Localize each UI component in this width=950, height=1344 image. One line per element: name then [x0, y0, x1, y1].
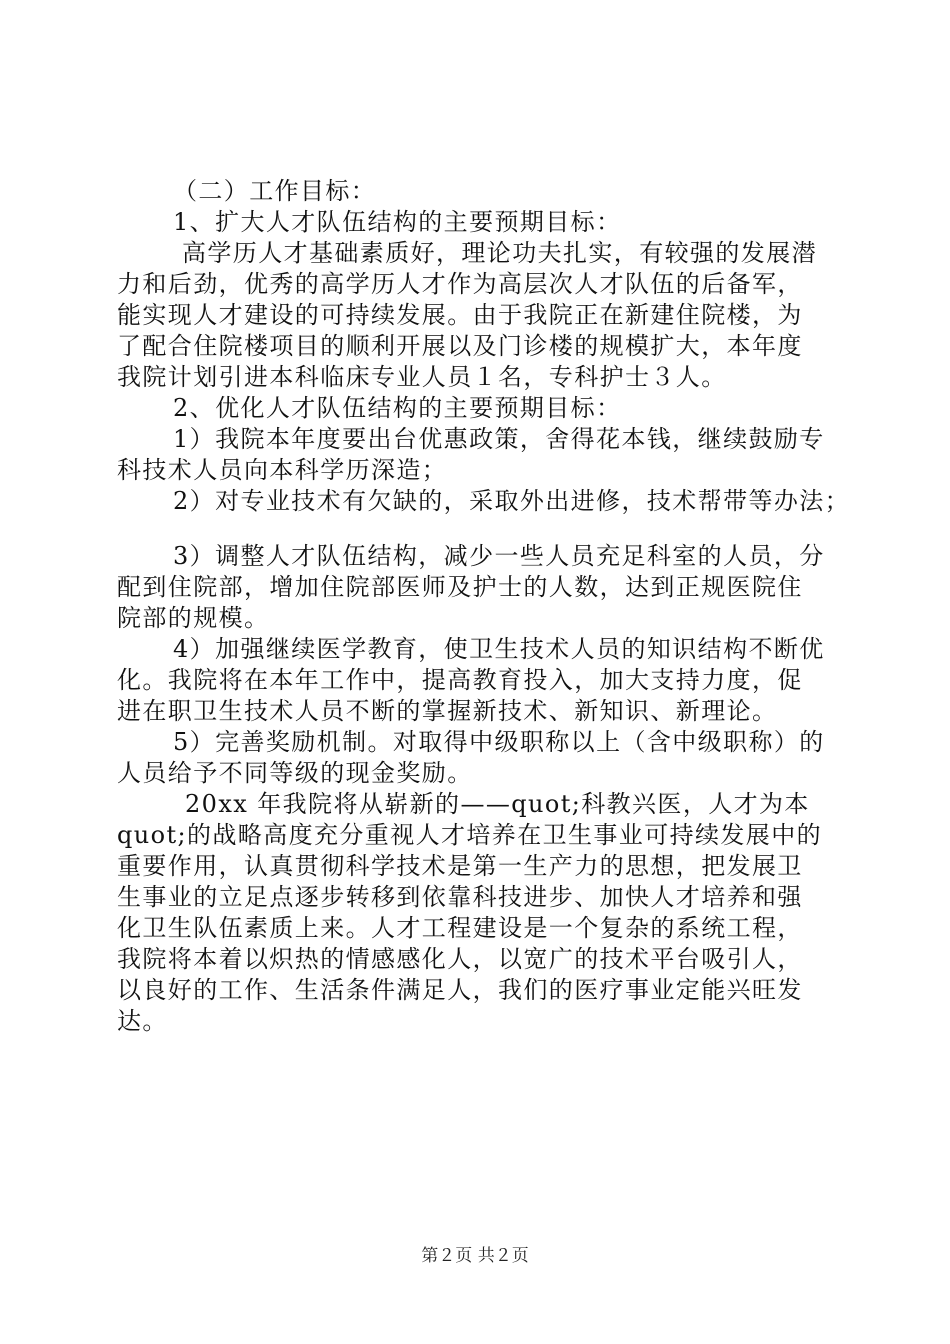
text-line: quot;的战略高度充分重视人才培养在卫生事业可持续发展中的 [117, 821, 822, 849]
text-line: 我院将本着以炽热的情感感化人，以宽广的技术平台吸引人， [117, 945, 803, 973]
text-line: 2）对专业技术有欠缺的，采取外出进修，技术帮带等办法； [173, 487, 851, 515]
text-line: 4）加强继续医学教育，使卫生技术人员的知识结构不断优 [173, 635, 825, 663]
text-line: 能实现人才建设的可持续发展。由于我院正在新建住院楼，为 [117, 301, 803, 329]
text-line: 生事业的立足点逐步转移到依靠科技进步、加快人才培养和强 [117, 883, 803, 911]
text-line: 重要作用，认真贯彻科学技术是第一生产力的思想，把发展卫 [117, 852, 803, 880]
page-number-footer: 第２页 共２页 [421, 1246, 529, 1266]
text-line: 进在职卫生技术人员不断的掌握新技术、新知识、新理论。 [117, 697, 778, 725]
text-line: 5）完善奖励机制。对取得中级职称以上（含中级职称）的 [173, 728, 825, 756]
text-line: 高学历人才基础素质好，理论功夫扎实，有较强的发展潜 [182, 239, 817, 267]
text-line: 配到住院部，增加住院部医师及护士的人数，达到正规医院住 [117, 573, 803, 601]
text-line: 化卫生队伍素质上来。人才工程建设是一个复杂的系统工程， [117, 914, 803, 942]
text-line: 了配合住院楼项目的顺利开展以及门诊楼的规模扩大，本年度 [117, 332, 803, 360]
text-line: （二）工作目标： [173, 177, 377, 205]
text-line: 力和后劲，优秀的高学历人才作为高层次人才队伍的后备军， [117, 270, 803, 298]
text-line: 1）我院本年度要出台优惠政策，舍得花本钱，继续鼓励专 [173, 425, 825, 453]
text-line: 院部的规模。 [117, 604, 270, 632]
text-line: 达。 [117, 1007, 168, 1035]
text-line: 3）调整人才队伍结构，减少一些人员充足科室的人员，分 [173, 542, 825, 570]
text-line: 以良好的工作、生活条件满足人，我们的医疗事业定能兴旺发 [117, 976, 803, 1004]
text-line: 我院计划引进本科临床专业人员１名，专科护士３人。 [117, 363, 727, 391]
text-line: 2、优化人才队伍结构的主要预期目标： [173, 394, 622, 422]
text-line: 20xx 年我院将从崭新的——quot;科教兴医，人才为本 [185, 790, 810, 818]
text-line: 化。我院将在本年工作中，提高教育投入，加大支持力度，促 [117, 666, 803, 694]
text-line: 科技术人员向本科学历深造； [117, 456, 448, 484]
text-line: 人员给予不同等级的现金奖励。 [117, 759, 473, 787]
text-line: 1、扩大人才队伍结构的主要预期目标： [173, 208, 622, 236]
